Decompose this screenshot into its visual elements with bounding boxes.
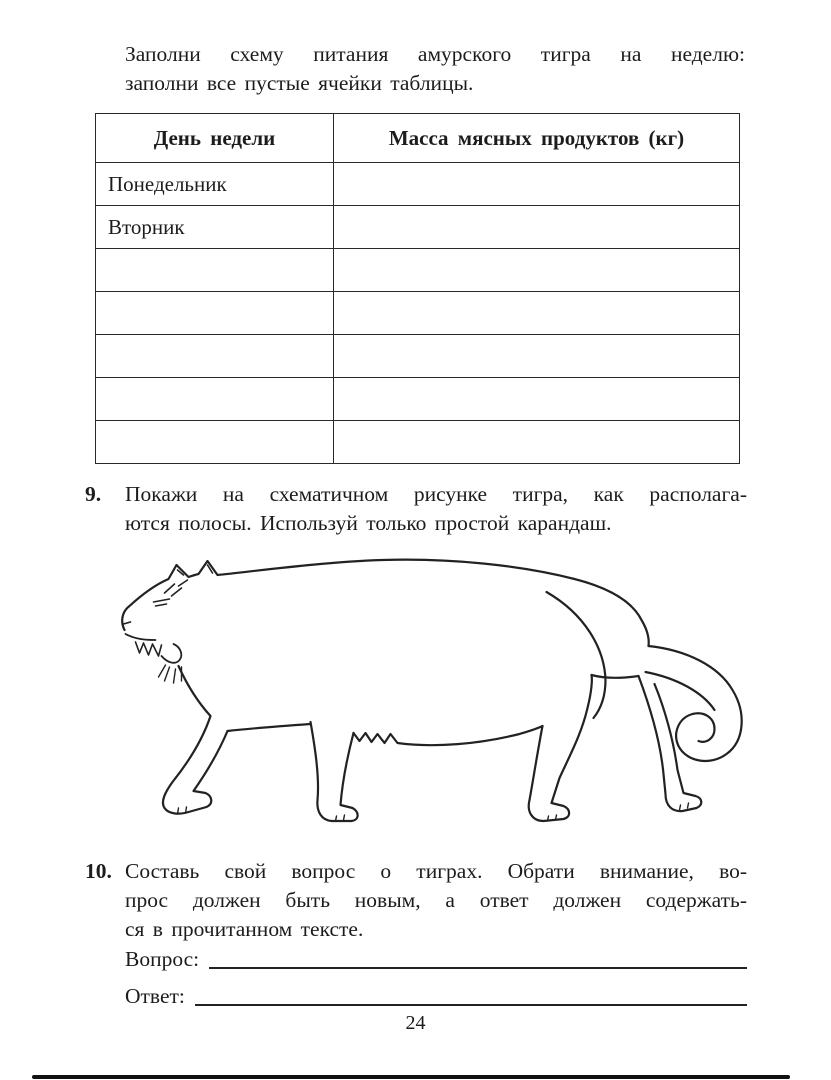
question-line: прос должен быть новым, а ответ должен содержать- bbox=[125, 888, 747, 912]
table-row bbox=[96, 163, 740, 206]
feeding-schedule-table bbox=[95, 113, 740, 464]
day-cell[interactable] bbox=[96, 292, 334, 335]
question-9-number: 9. bbox=[85, 482, 102, 506]
intro-paragraph bbox=[125, 40, 745, 98]
intro-line: заполни все пустые ячейки таблицы. bbox=[125, 71, 474, 95]
day-cell[interactable] bbox=[96, 378, 334, 421]
day-cell[interactable] bbox=[96, 335, 334, 378]
day-cell[interactable] bbox=[96, 249, 334, 292]
question-label: Вопрос: bbox=[125, 947, 200, 971]
day-cell: Понедельник bbox=[96, 163, 334, 206]
answer-blank-line[interactable] bbox=[195, 984, 747, 1006]
mass-cell[interactable] bbox=[334, 249, 740, 292]
mass-cell[interactable] bbox=[334, 206, 740, 249]
day-column-header: День недели bbox=[96, 114, 334, 163]
question-blank-line[interactable] bbox=[209, 947, 747, 969]
mass-column-header: Масса мясных продуктов (кг) bbox=[334, 114, 740, 163]
answer-label: Ответ: bbox=[125, 984, 185, 1008]
tiger-svg bbox=[112, 550, 757, 840]
day-cell: Вторник bbox=[96, 206, 334, 249]
question-line: Покажи на схематичном рисунке тигра, как располага- bbox=[125, 482, 747, 506]
mass-cell[interactable] bbox=[334, 292, 740, 335]
mass-cell[interactable] bbox=[334, 378, 740, 421]
question-line: Составь свой вопрос о тиграх. Обрати внимание, во- bbox=[125, 859, 747, 883]
tiger-outline-drawing[interactable] bbox=[112, 550, 757, 840]
table-row bbox=[96, 206, 740, 249]
question-write-line bbox=[125, 945, 747, 973]
question-10 bbox=[85, 857, 747, 944]
page-number: 24 bbox=[405, 1012, 426, 1034]
table-header-row bbox=[96, 114, 740, 163]
table-row bbox=[96, 378, 740, 421]
scan-edge-artifact bbox=[32, 1075, 790, 1079]
question-10-number: 10. bbox=[85, 859, 112, 883]
table-row bbox=[96, 335, 740, 378]
question-line: ются полосы. Используй только простой карандаш. bbox=[125, 511, 612, 535]
mass-cell[interactable] bbox=[334, 335, 740, 378]
day-cell[interactable] bbox=[96, 421, 334, 464]
question-10-text bbox=[125, 857, 747, 944]
question-9-text bbox=[125, 480, 747, 538]
intro-line: Заполни схему питания амурского тигра на неделю: bbox=[125, 42, 745, 66]
table-row bbox=[96, 249, 740, 292]
table-row bbox=[96, 421, 740, 464]
mass-cell[interactable] bbox=[334, 421, 740, 464]
question-9 bbox=[85, 480, 747, 538]
table-row bbox=[96, 292, 740, 335]
mass-cell[interactable] bbox=[334, 163, 740, 206]
question-line: ся в прочитанном тексте. bbox=[125, 917, 364, 941]
answer-write-line bbox=[125, 982, 747, 1010]
